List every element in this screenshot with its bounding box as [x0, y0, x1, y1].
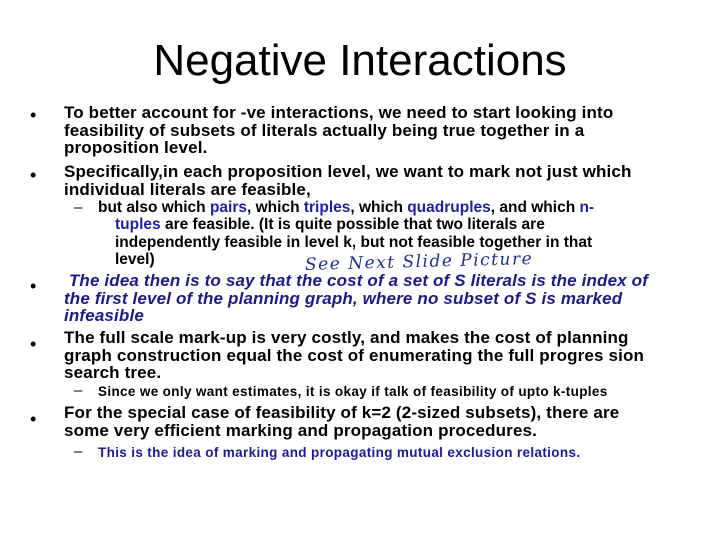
sub-text: , which	[247, 199, 304, 216]
bullet-1-line-3: proposition level.	[64, 138, 208, 158]
bullet-3-line-1: The idea then is to say that the cost of a set of S literals is the index of	[64, 271, 649, 290]
bullet-5-line-1: For the special case of feasibility of k=2 (2-sized subsets), there are	[64, 403, 620, 422]
bullet-2	[64, 163, 680, 198]
bullet-marker: •	[30, 276, 37, 296]
bullet-1-line-2: feasibility of subsets of literals actually being true together in a	[64, 120, 585, 140]
bullet-2-line-2: individual literals are feasible,	[64, 179, 311, 199]
bullet-2-sub-line-3: independently feasible in level k, but not feasible together in that	[115, 233, 593, 251]
bullet-5	[64, 404, 680, 439]
bullet-4-line-1: The full scale mark-up is very costly, and makes the cost of planning	[64, 328, 629, 347]
bullet-4-line-3: search tree.	[64, 363, 162, 383]
bullet-3-line-2: the first level of the planning graph, where no subset of S is marked	[64, 288, 623, 308]
sub-text: , and which	[490, 199, 580, 216]
bullet-marker: •	[30, 105, 37, 125]
bullet-marker: •	[30, 165, 37, 185]
bullet-5-sub: This is the idea of marking and propagating mutual exclusion relations.	[98, 445, 581, 460]
bullet-4	[64, 329, 680, 382]
bullet-3	[64, 272, 680, 325]
bullet-marker: •	[30, 334, 37, 354]
sub-text: , which	[350, 199, 408, 216]
bullet-1	[64, 104, 680, 157]
bullet-5-line-2: some very efficient marking and propagation procedures.	[64, 420, 538, 440]
bullet-2-sub-line-2	[98, 216, 688, 233]
quadruples-term: quadruples	[407, 199, 491, 216]
sub-dash: –	[74, 199, 83, 216]
n-tuples-term: n-	[579, 199, 595, 216]
pairs-term: pairs	[209, 199, 248, 216]
sub-dash: –	[74, 443, 83, 460]
sub-text: but also which	[98, 199, 210, 216]
bullet-3-line-3: infeasible	[64, 306, 144, 326]
bullet-2-sub-line-1	[98, 199, 688, 216]
triples-term: triples	[303, 199, 351, 216]
bullet-marker: •	[30, 409, 37, 429]
sub-dash: –	[74, 382, 83, 399]
bullet-2-sub-line-4: level)	[115, 250, 155, 268]
bullet-1-line-1: To better account for -ve interactions, we need to start looking into	[64, 103, 614, 122]
bullet-4-line-2: graph construction equal the cost of enumerating the full progres sion	[64, 345, 645, 365]
sub-text: are feasible. (It is quite possible that two literals are	[160, 216, 545, 234]
slide-title: Negative Interactions	[153, 36, 567, 85]
handwritten-annotation: See Next Slide Picture	[304, 249, 534, 275]
tuples-term: tuples	[115, 216, 161, 234]
bullet-4-sub: Since we only want estimates, it is okay if talk of feasibility of upto k-tuples	[98, 384, 608, 399]
bullet-2-line-1: Specifically,in each proposition level, we want to mark not just which	[64, 162, 632, 181]
